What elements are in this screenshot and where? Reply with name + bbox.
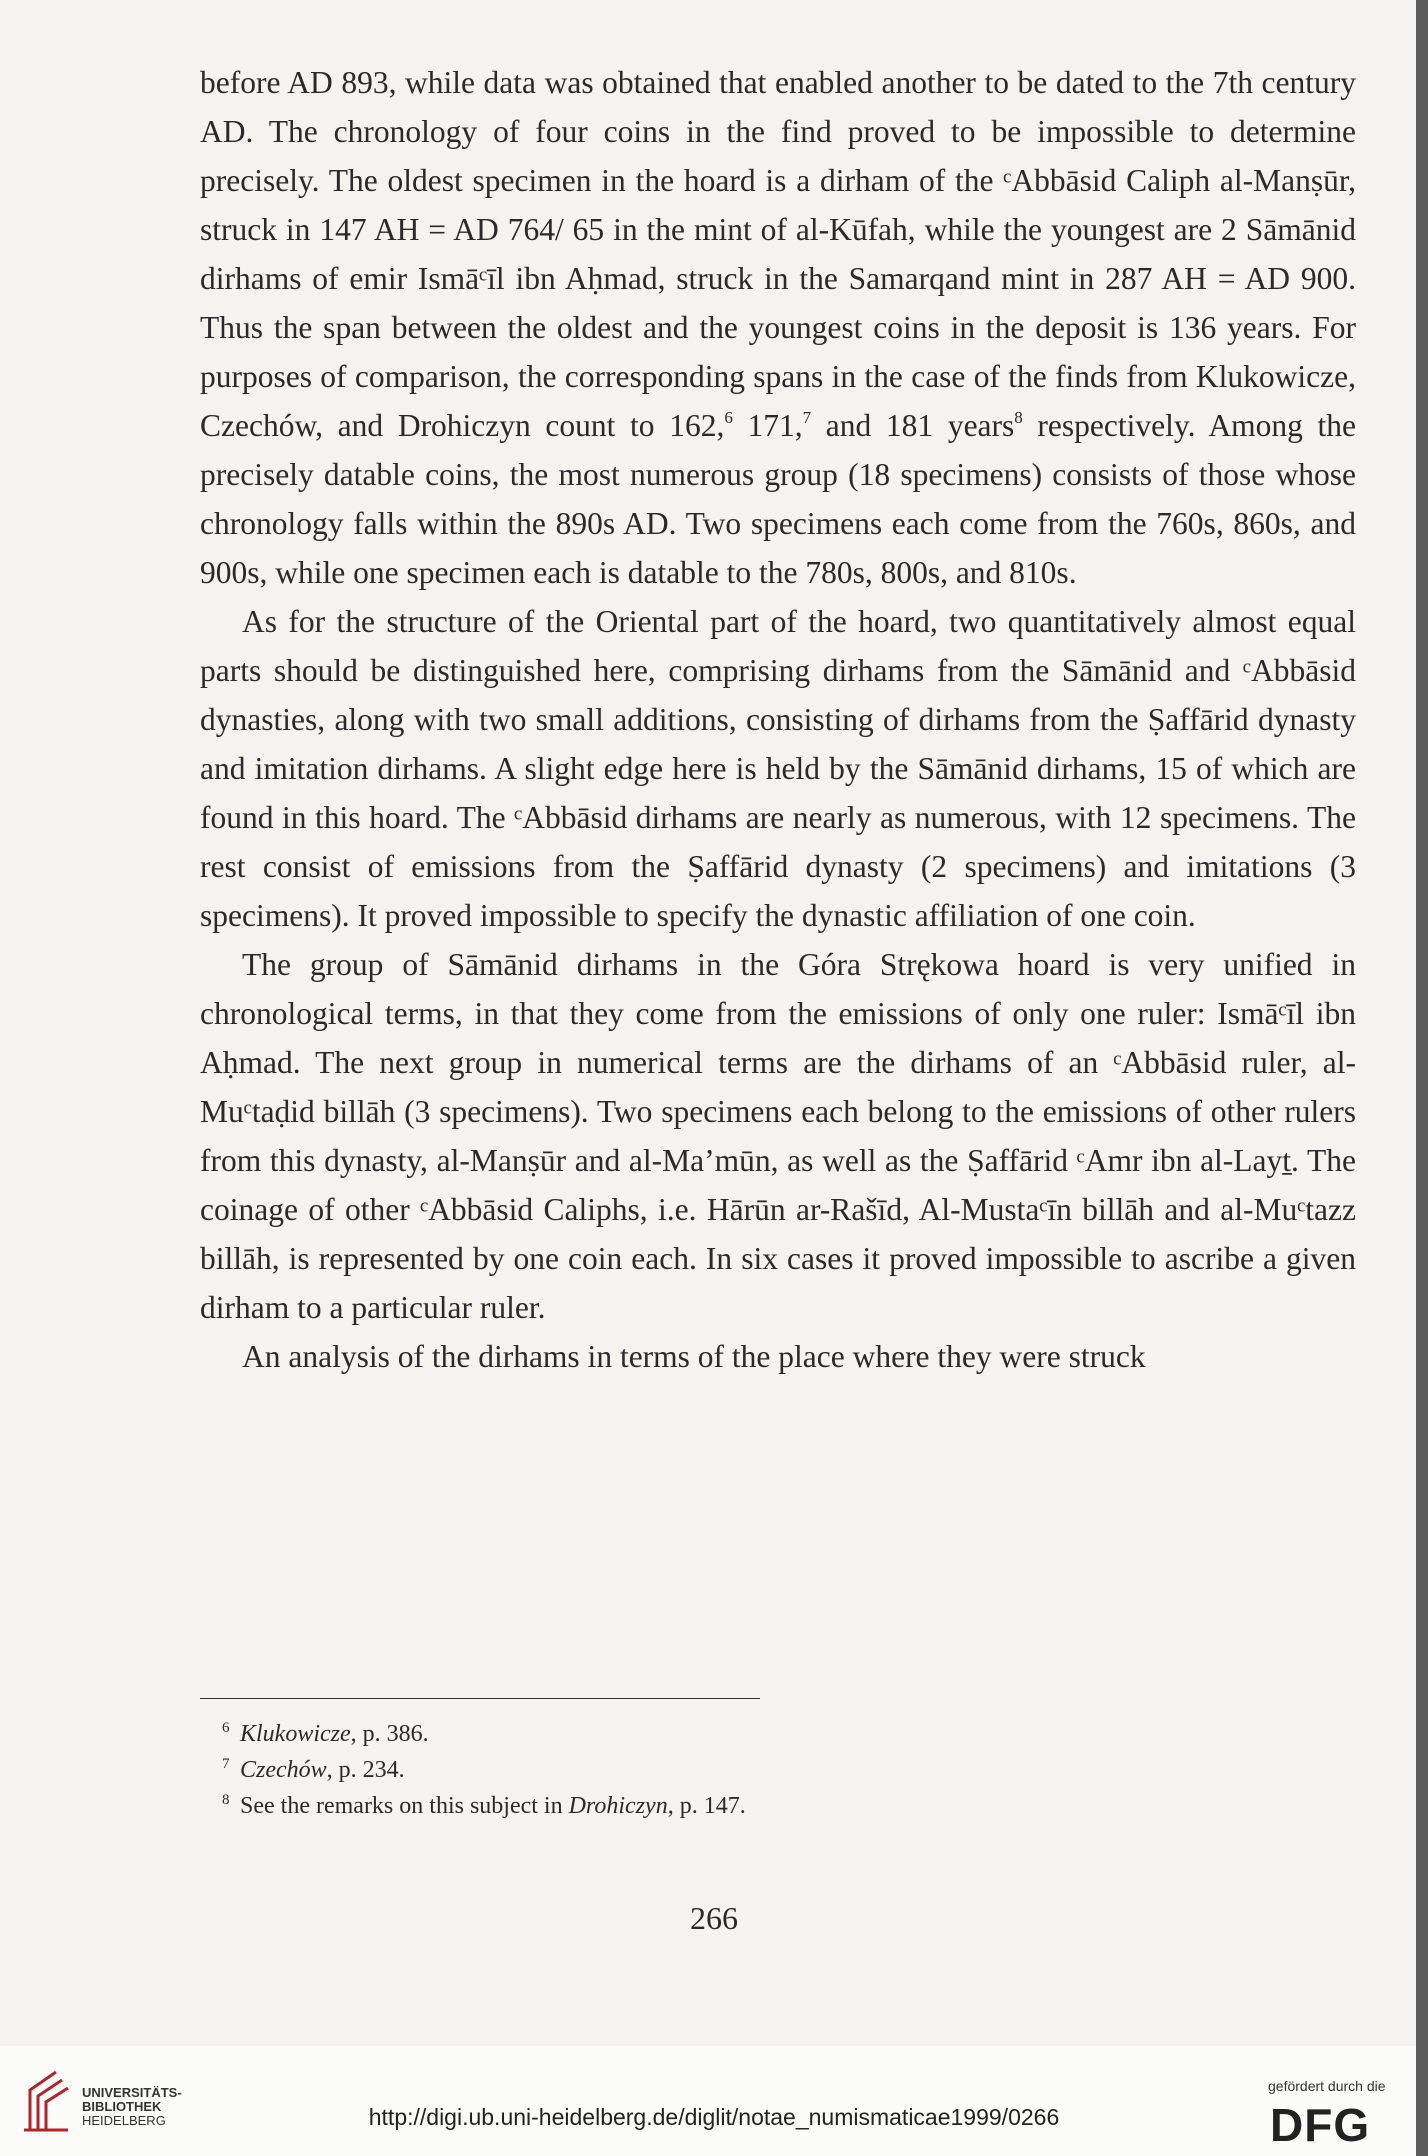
paragraph-3: The group of Sāmānid dirhams in the Góra Strękowa hoard is very unified in chronological terms, in that they come from the emissions of only one ruler: Ismāᶜīl ibn Aḥmad. The next group in numerical terms are the dirhams of an ᶜAbbāsid ruler, al-Muᶜtaḍid billāh (3 specimens). Two specimens each belong to the emissions of other rulers from this dynasty, al-Manṣūr and al-Ma’mūn, as well as the Ṣaffārid ᶜAmr ibn al-Layṯ. The coinage of other ᶜAbbāsid Caliphs, i.e. Hārūn ar-Rašīd, Al-Mustaᶜīn billāh and al-Muᶜtazz billāh, is represented by one coin each. In six cases it proved impossible to ascribe a given dirham to a particular ruler. [200, 947, 1356, 1325]
footnote-ref-7[interactable]: 7 [802, 408, 812, 427]
paragraph-1: before AD 893, while data was obtained that enabled another to be dated to the 7th century AD. The chronology of four coins in the find proved to be impossible to determine precisely. The oldest specimen in the hoard is a dirham of the ᶜAbbāsid Caliph al-Manṣūr, struck in 147 AH = AD 764/ 65 in the mint of al-Kūfah, while the youngest are 2 Sāmānid dirhams of emir Ismāᶜīl ibn Aḥmad, struck in the Samarqand mint in 287 AH = AD 900. Thus the span between the oldest and the youngest coins in the deposit is 136 years. For purposes of comparison, the corresponding spans in the case of the finds from Klukowicze, Czechów, and Drohiczyn count to 162,$^6$ 171,$^7$ and 181 years$^8$ respectively. Among the precisely datable coins, the most numerous group (18 specimens) consists of those whose chronology falls within the 890s AD. Two specimens each come from the 760s, 860s, and 900s, while one specimen each is datable to the 780s, 800s, and 810s. [200, 65, 1356, 590]
scan-edge [1416, 0, 1428, 2156]
footnote-ref-8[interactable]: 8 [1014, 408, 1023, 427]
body-text [200, 58, 1356, 1381]
paragraph-4: An analysis of the dirhams in terms of the place where they were struck [242, 1339, 1146, 1374]
library-name: UNIVERSITÄTS- BIBLIOTHEK HEIDELBERG [82, 2085, 182, 2128]
footnote-7: 7 Czechów, p. 234. [222, 1756, 405, 1783]
funding-caption: gefördert durch die [1268, 2078, 1386, 2094]
paragraph-2: As for the structure of the Oriental part of the hoard, two quantitatively almost equal parts should be distinguished here, comprising dirhams from the Sāmānid and ᶜAbbāsid dynasties, along with two small additions, consisting of dirhams from the Ṣaffārid dynasty and imitation dirhams. A slight edge here is held by the Sāmānid dirhams, 15 of which are found in this hoard. The ᶜAbbāsid dirhams are nearly as numerous, with 12 specimens. The rest consist of emissions from the Ṣaffārid dynasty (2 specimens) and imitations (3 specimens). It proved impossible to specify the dynastic affiliation of one coin. [200, 604, 1356, 933]
footnote-8: 8 See the remarks on this subject in Drohiczyn, p. 147. [222, 1792, 746, 1819]
footnote-divider [200, 1698, 760, 1699]
footer-bar [0, 2046, 1428, 2156]
source-url-link[interactable]: http://digi.ub.uni-heidelberg.de/diglit/notae_numismaticae1999/0266 [368, 2104, 1060, 2130]
footnote-6: 6 Klukowicze, p. 386. [222, 1720, 429, 1747]
footnotes [222, 1716, 1340, 1824]
dfg-logo: DFG [1270, 2099, 1371, 2151]
page-number: 266 [690, 1900, 738, 1936]
footnote-ref-6[interactable]: 6 [724, 408, 733, 427]
